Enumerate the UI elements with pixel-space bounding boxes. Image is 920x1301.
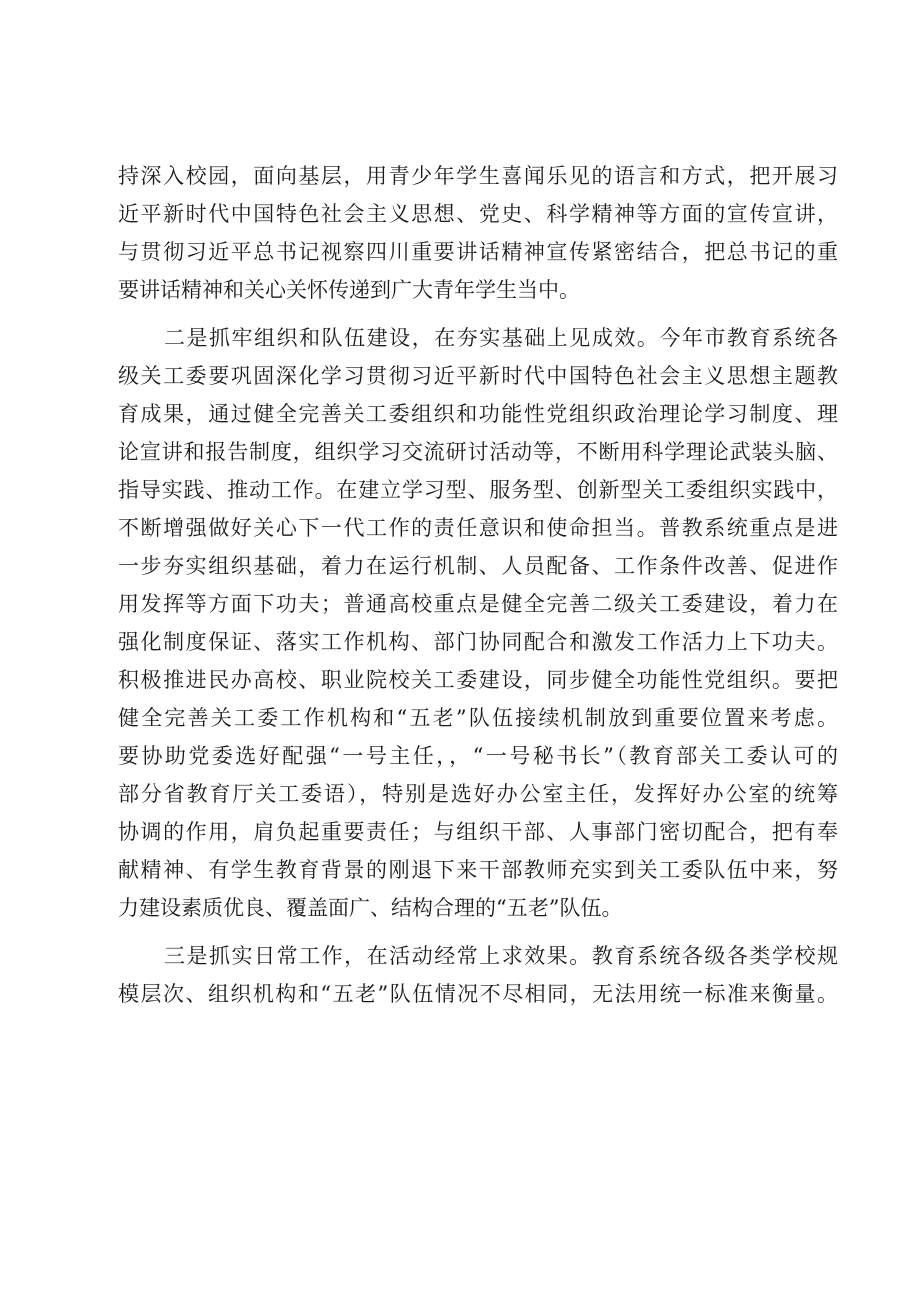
text-line: 不断增强做好关心下一代工作的责任意识和使命担当。普教系统重点是进	[118, 516, 838, 540]
paragraph-1	[118, 157, 838, 309]
text-line: 近平新时代中国特色社会主义思想、党史、科学精神等方面的宣传宣讲，	[118, 202, 838, 226]
paragraph-gap	[118, 309, 838, 319]
text-line: 指导实践、推动工作。在建立学习型、服务型、创新型关工委组织实践中，	[118, 478, 838, 502]
text-line: 持深入校园，面向基层，用青少年学生喜闻乐见的语言和方式，把开展习	[118, 164, 838, 188]
text-line: 与贯彻习近平总书记视察四川重要讲话精神宣传紧密结合，把总书记的重	[118, 240, 838, 264]
text-line: 一步夯实组织基础，着力在运行机制、人员配备、工作条件改善、促进作	[118, 554, 838, 578]
paragraph-gap	[118, 927, 838, 937]
text-line: 协调的作用，肩负起重要责任；与组织干部、人事部门密切配合，把有奉	[118, 820, 838, 844]
text-line: 级关工委要巩固深化学习贯彻习近平新时代中国特色社会主义思想主题教	[118, 364, 838, 388]
text-line: 积极推进民办高校、职业院校关工委建设，同步健全功能性党组织。要把	[118, 668, 838, 692]
text-line: 用发挥等方面下功夫；普通高校重点是健全完善二级关工委建设，着力在	[118, 592, 838, 616]
text-line: 力建设素质优良、覆盖面广、结构合理的“五老”队伍。	[118, 896, 623, 920]
text-line: 强化制度保证、落实工作机构、部门协同配合和激发工作活力上下功夫。	[118, 630, 838, 654]
text-line: 要讲话精神和关心关怀传递到广大青年学生当中。	[118, 278, 580, 302]
document-body	[118, 157, 838, 1013]
text-line: 二是抓牢组织和队伍建设，在夯实基础上见成效。今年市教育系统各	[164, 326, 838, 350]
text-line: 献精神、有学生教育背景的刚退下来干部教师充实到关工委队伍中来，努	[118, 858, 838, 882]
text-line: 部分省教育厅关工委语），特别是选好办公室主任，发挥好办公室的统筹	[118, 782, 838, 806]
text-line: 要协助党委选好配强“一号主任，，“一号秘书长”（教育部关工委认可的	[118, 744, 838, 768]
paragraph-3	[118, 937, 838, 1013]
text-line: 论宣讲和报告制度，组织学习交流研讨活动等，不断用科学理论武装头脑、	[118, 440, 838, 464]
text-line: 模层次、组织机构和“五老”队伍情况不尽相同，无法用统一标准来衡量。	[118, 982, 838, 1006]
text-line: 健全完善关工委工作机构和“五老”队伍接续机制放到重要位置来考虑。	[118, 706, 838, 730]
text-line: 三是抓实日常工作，在活动经常上求效果。教育系统各级各类学校规	[164, 944, 838, 968]
text-line: 育成果，通过健全完善关工委组织和功能性党组织政治理论学习制度、理	[118, 402, 838, 426]
paragraph-2	[118, 319, 838, 927]
